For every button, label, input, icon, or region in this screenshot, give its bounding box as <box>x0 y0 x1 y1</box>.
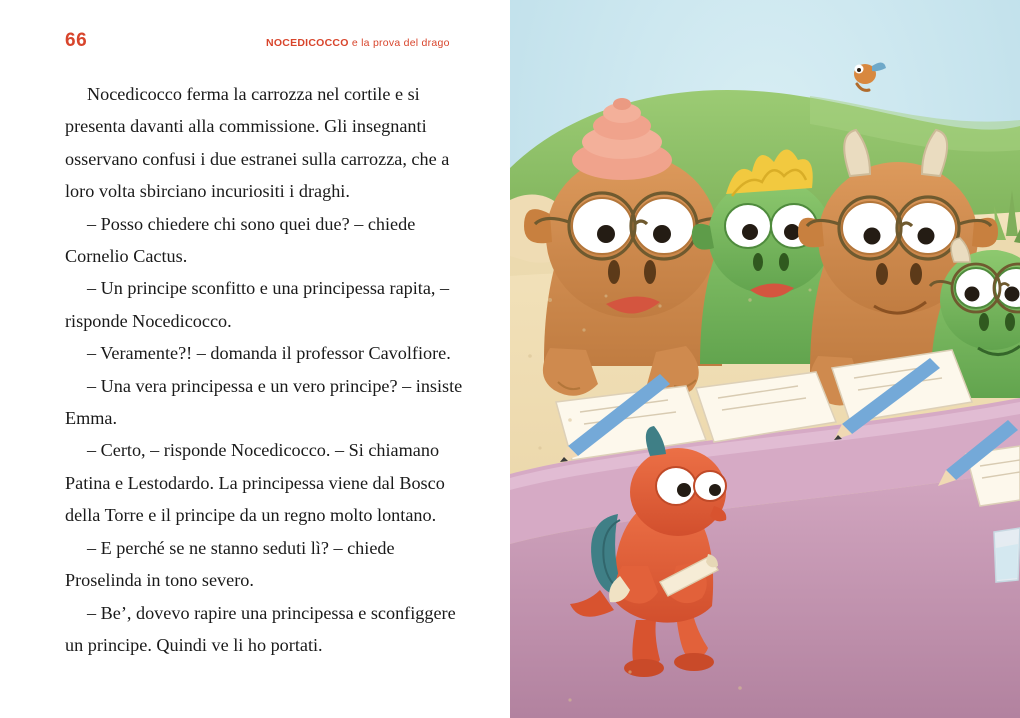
paragraph: – Veramente?! – domanda il professor Cavolfiore. <box>87 343 451 364</box>
illustration <box>510 0 1020 718</box>
water-glass <box>994 528 1020 582</box>
running-head-rest: e la prova del drago <box>351 37 450 49</box>
body-text <box>65 78 465 661</box>
running-head-title: NOCEDICOCCO <box>266 37 349 49</box>
paragraph: – E perché se ne stanno seduti lì? – chiede Proselinda in tono severo. <box>65 537 395 591</box>
paragraph: – Una vera principessa e un vero principe? – insiste Emma. <box>65 375 463 429</box>
paragraph: – Be’, dovevo rapire una principessa e sconfiggere un principe. Quindi ve li ho portati. <box>65 602 456 655</box>
page-number: 66 <box>65 30 88 51</box>
paragraph: – Un principe sconfitto e una principessa rapita, – risponde Nocedicocco. <box>65 278 450 331</box>
illustration-page <box>510 0 1020 718</box>
running-head <box>266 37 450 49</box>
paragraph: Nocedicocco ferma la carrozza nel cortile e si presenta davanti alla commissione. Gli insegnanti osservano confusi i due estranei sulla carrozza, che a loro volta sbirciano incuriositi i draghi. <box>65 84 450 202</box>
paragraph: – Certo, – risponde Nocedicocco. – Si chiamano Patina e Lestodardo. La principessa viene dal Bosco della Torre e il principe da un regno molto lontano. <box>65 440 445 526</box>
paragraph: – Posso chiedere chi sono quei due? – chiede Cornelio Cactus. <box>65 213 416 267</box>
